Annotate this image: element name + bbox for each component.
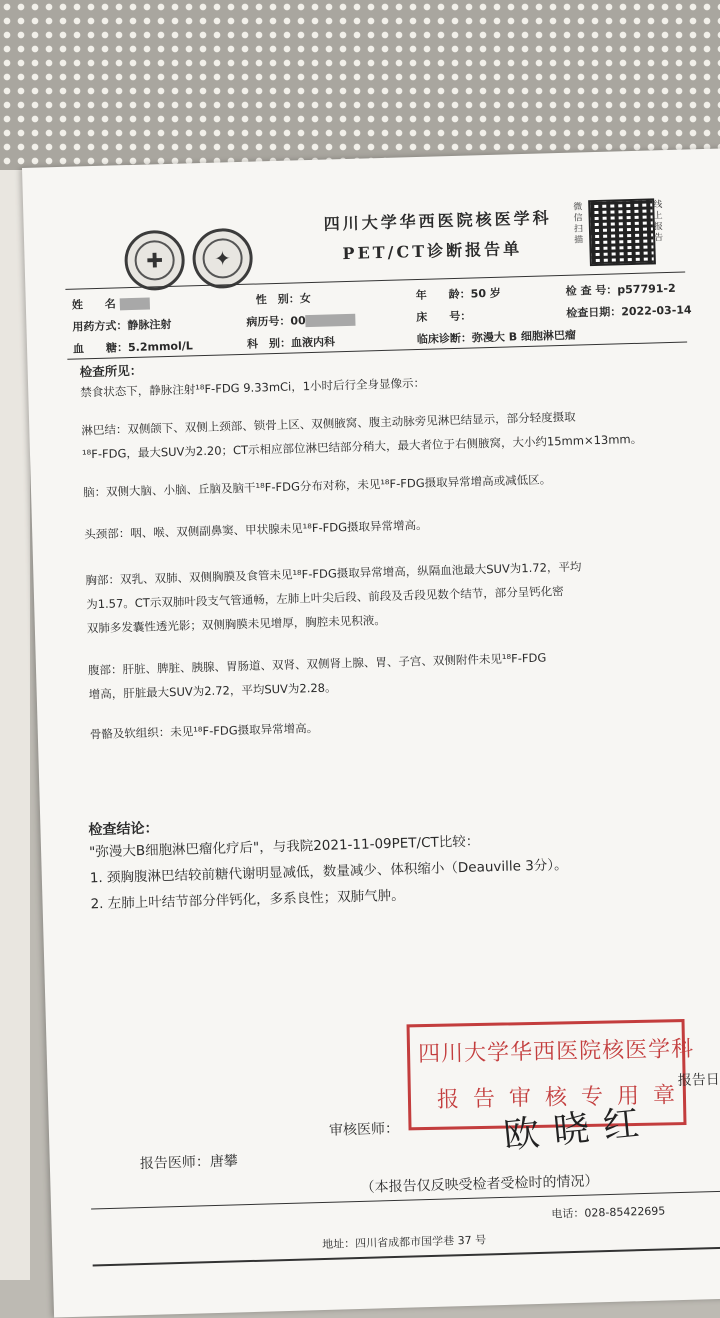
qr-caption-left: 微信扫描 (573, 202, 584, 246)
stamp-line: 报告审核专用章 (436, 1082, 690, 1113)
qr-code-icon[interactable] (588, 198, 656, 266)
report-title: PET/CT诊断报告单 (342, 239, 523, 264)
hospital-emblem-icon: ✦ (192, 228, 254, 290)
disclaimer: （本报告仅反映受检者受检时的情况） (360, 1173, 599, 1196)
underlying-page (0, 170, 30, 1280)
findings-title: 检查所见： (79, 362, 143, 380)
report-sheet (22, 147, 720, 1317)
record-number-field: 病历号：00 (246, 311, 356, 330)
findings-paragraph: 骨骼及软组织：未见¹⁸F-FDG摄取异常增高。 (89, 720, 319, 742)
findings-paragraph: 腹部：肝脏、脾脏、胰腺、胃肠道、双肾、双侧肾上腺、胃、子宫、双侧附件未见¹⁸F-FDG 增高，肝脏最大SUV为2.72，平均SUV为2.28。 (87, 650, 547, 702)
department-field: 科 别：血液内科 (246, 335, 336, 351)
exam-number-field: 检 查 号：p57791-2 (565, 281, 676, 298)
findings-paragraph: 淋巴结：双侧颌下、双侧上颈部、锁骨上区、双侧腋窝、腹主动脉旁见淋巴结显示，部分轻度摄取 ¹⁸F-FDG，最大SUV为2.20；CT示相应部位淋巴结部分稍大，最大者位于右侧腋窝，大小约15mm×13mm。 (81, 409, 643, 462)
findings-paragraph: 脑：双侧大脑、小脑、丘脑及脑干¹⁸F-FDG分布对称，未见¹⁸F-FDG摄取异常增高或减低区。 (82, 472, 552, 500)
report-date-label: 报告日 (677, 1071, 720, 1090)
conclusion-line: "弥漫大B细胞淋巴瘤化疗后"，与我院2021-11-09PET/CT比较： (88, 833, 480, 861)
reporter-label: 报告医师：唐攀 (139, 1153, 239, 1173)
reviewer-signature: 欧晓红 (501, 1101, 655, 1158)
reviewer-label: 审核医师： (328, 1120, 400, 1139)
sex-field: 性 别：女 (255, 291, 311, 307)
findings-paragraph: 头颈部：咽、喉、双侧副鼻窦、甲状腺未见¹⁸F-FDG摄取异常增高。 (84, 517, 428, 542)
qr-caption-right: 线上报告 (653, 200, 664, 244)
exam-date-field: 检查日期：2022-03-14 (566, 303, 692, 320)
redacted-record (306, 314, 356, 327)
findings-paragraph: 禁食状态下，静脉注射¹⁸F-FDG 9.33mCi，1小时后行全身显像示： (80, 375, 426, 400)
address: 地址：四川省成都市国学巷 37 号 (321, 1233, 487, 1252)
university-emblem-icon: ✚ (124, 230, 186, 292)
blood-sugar-field: 血 糖：5.2mmol/L (72, 339, 193, 356)
findings-paragraph: 胸部：双乳、双肺、双侧胸膜及食管未见¹⁸F-FDG摄取异常增高，纵隔血池最大SUV为1.72，平均 为1.57。CT示双肺叶段支气管通畅，左肺上叶尖后段、前段及舌段见数个结节，部分呈钙化密 双肺多发囊性透光影；双侧胸膜未见增厚，胸腔未见积液。 (85, 559, 582, 636)
bed-field: 床 号： (416, 309, 472, 325)
phone-number: 电话：028-85422695 (551, 1204, 666, 1221)
hospital-name: 四川大学华西医院核医学科 (323, 208, 552, 234)
name-field: 姓 名 (72, 294, 150, 312)
conclusion-line: 1. 颈胸腹淋巴结较前糖代谢明显减低，数量减少、体积缩小（Deauville 3分）。 (89, 857, 568, 887)
stamp-line: 四川大学华西医院核医学科 (417, 1036, 695, 1068)
conclusion-title: 检查结论： (88, 820, 159, 839)
clinical-diagnosis-field: 临床诊断：弥漫大 B 细胞淋巴瘤 (416, 328, 577, 347)
conclusion-line: 2. 左肺上叶结节部分伴钙化，多系良性；双肺气肿。 (90, 887, 405, 913)
age-field: 年 龄：50 岁 (415, 286, 502, 303)
redacted-name (120, 297, 150, 310)
medication-field: 用药方式：静脉注射 (72, 317, 172, 334)
